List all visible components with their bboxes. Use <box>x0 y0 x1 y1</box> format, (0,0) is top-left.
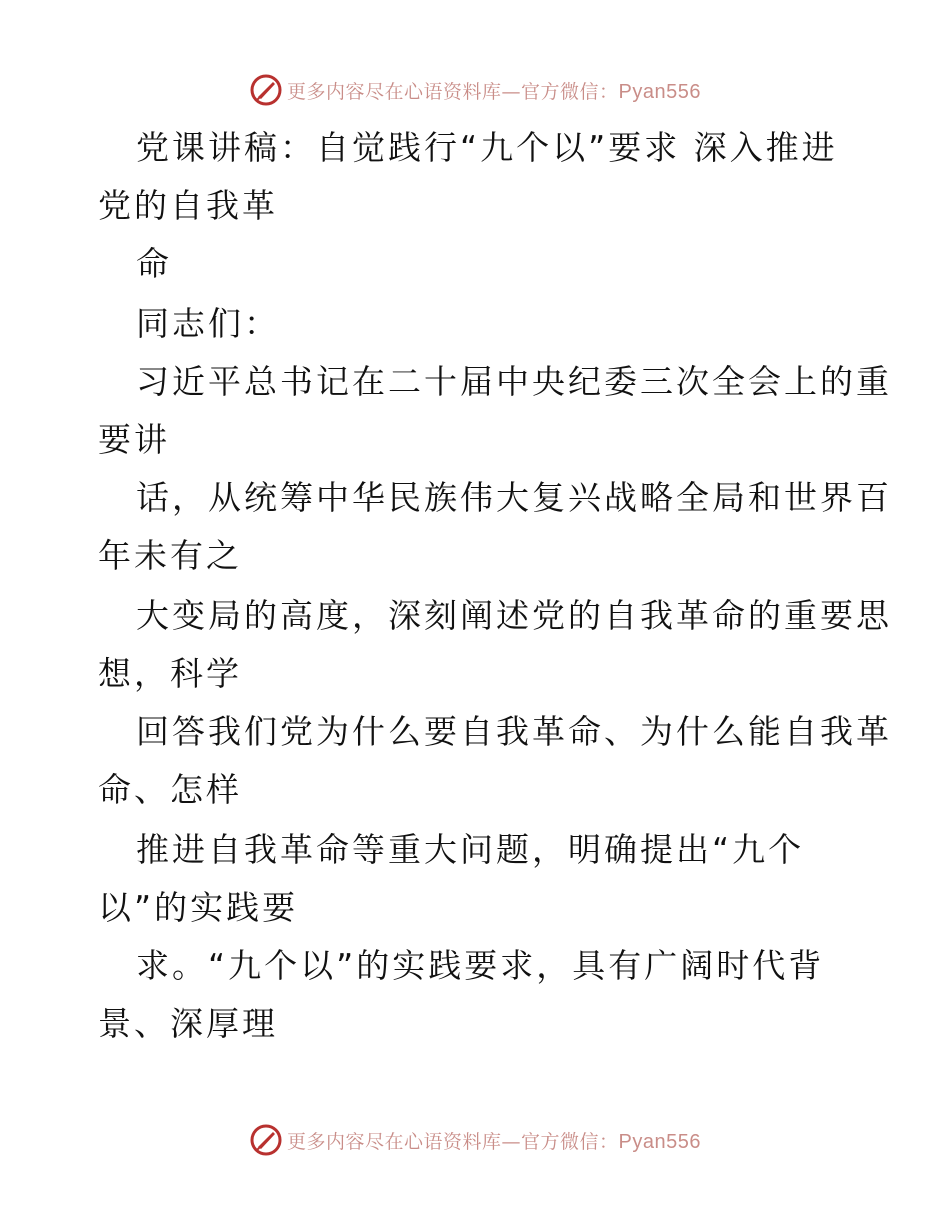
header-watermark <box>0 72 950 108</box>
salutation: 同志们： <box>136 304 280 343</box>
paragraph-line: 习近平总书记在二十届中央纪委三次全会上的重 <box>136 362 892 401</box>
paragraph-line: 推进自我革命等重大问题，明确提出“九个 <box>136 830 805 869</box>
watermark-text <box>287 77 701 104</box>
document-title-line-1: 党课讲稿：自觉践行“九个以”要求 深入推进 <box>136 128 838 167</box>
paragraph-line: 求。“九个以”的实践要求，具有广阔时代背 <box>136 946 825 985</box>
paragraph-line: 回答我们党为什么要自我革命、为什么能自我革 <box>136 712 892 751</box>
quill-seal-icon <box>249 1123 283 1157</box>
watermark-label: 更多内容尽在心语资料库—官方微信： <box>287 1130 619 1153</box>
watermark-wechat-id: Pyan556 <box>618 80 701 103</box>
footer-watermark <box>0 1122 950 1158</box>
paragraph-line: 命、怎样 <box>98 770 242 809</box>
paragraph-line: 要讲 <box>98 420 170 459</box>
paragraph-line: 年未有之 <box>98 536 242 575</box>
paragraph-line: 景、深厚理 <box>98 1004 278 1043</box>
paragraph-line: 话，从统筹中华民族伟大复兴战略全局和世界百 <box>136 478 892 517</box>
paragraph-line: 以”的实践要 <box>98 888 299 927</box>
paragraph-line: 大变局的高度，深刻阐述党的自我革命的重要思 <box>136 596 892 635</box>
paragraph-line: 想，科学 <box>98 654 242 693</box>
document-title-line-3: 命 <box>136 244 172 283</box>
document-title-line-2: 党的自我革 <box>98 186 278 225</box>
quill-seal-icon <box>249 73 283 107</box>
watermark-text <box>287 1127 701 1154</box>
watermark-label: 更多内容尽在心语资料库—官方微信： <box>287 80 619 103</box>
watermark-wechat-id: Pyan556 <box>618 1130 701 1153</box>
